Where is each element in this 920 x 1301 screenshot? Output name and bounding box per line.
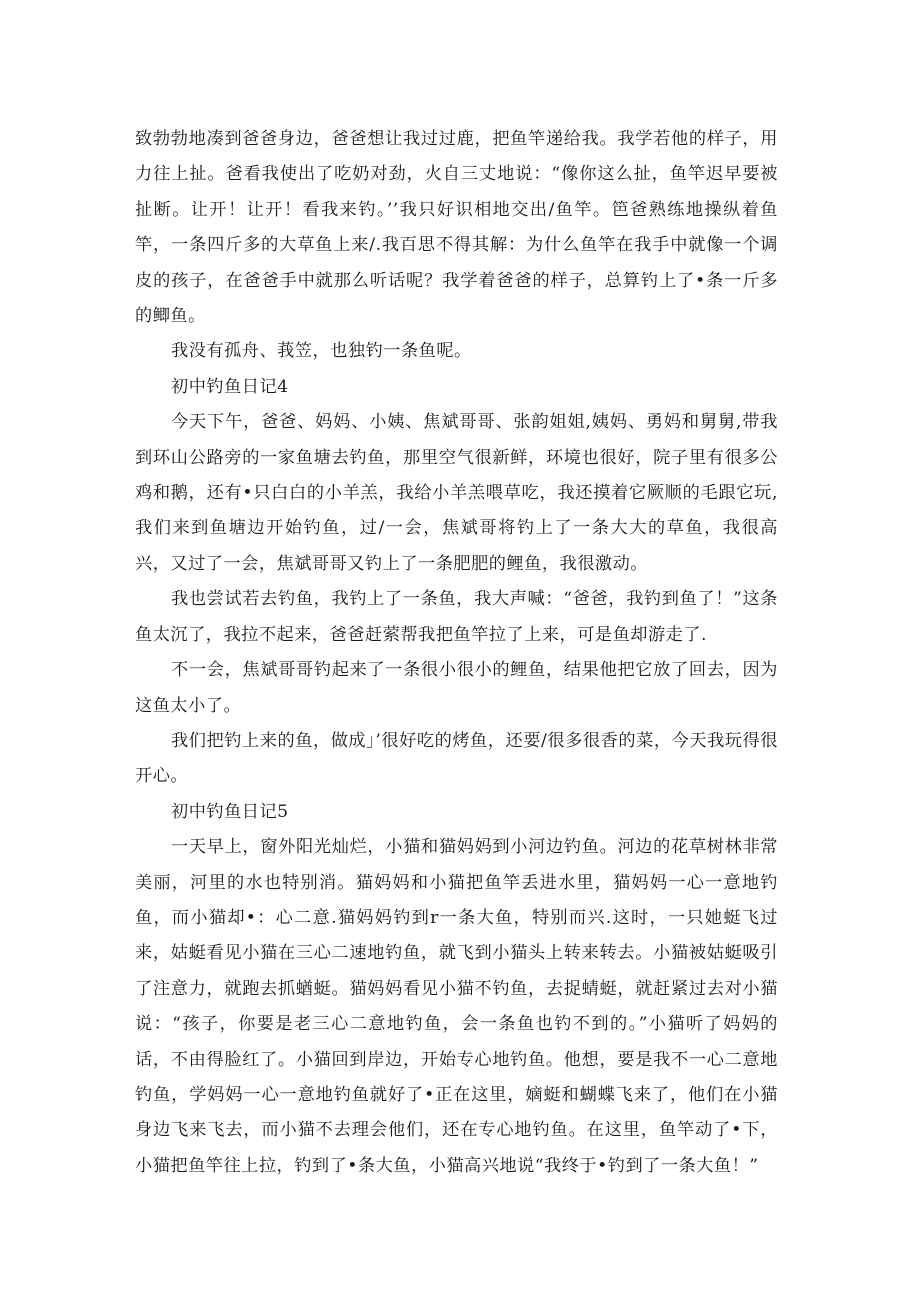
section-heading-5: 初中钓鱼日记5 bbox=[171, 801, 289, 822]
paragraph-6: 我们把钓上来的鱼，做成」’很好吃的烤鱼，还要/很多很香的菜，今天我玩得很开心。 bbox=[135, 730, 778, 787]
paragraph-4: 我也尝试若去钓鱼，我钓上了一条鱼，我大声喊：“爸爸，我钓到鱼了！”这条鱼太沉了，我拉不起来，爸爸赶萦帮我把鱼竿拉了上来，可是鱼却游走了. bbox=[135, 589, 778, 645]
paragraph-3: 今天下午，爸爸、妈妈、小姨、焦斌哥哥、张韵姐姐,姨妈、勇妈和舅舅,带我到环山公路旁的一家鱼塘去钓鱼，那里空气很新鲜，环境也很好，院子里有很多公鸡和鹅，还有•只白白的小羊羔，我给小羊羔喂草吃，我还摸着它厥顺的毛跟它玩,我们来到鱼塘边开始钓鱼，过/一会，焦斌哥将钓上了一条大大的草鱼，我很高兴，又过了一会，焦斌哥哥又钓上了一条肥肥的鲤鱼，我很激动。 bbox=[135, 412, 778, 574]
paragraph-7: 一天早上，窗外阳光灿烂，小猫和猫妈妈到小河边钓鱼。河边的花草树林非常美丽，河里的水也特别消。猫妈妈和小猫把鱼竿丢进水里，猫妈妈一心一意地钓鱼，而小猫却•：心二意.猫妈妈钓到r一条大鱼，特别而兴.这时，一只她蜓飞过来，姑蜓看见小猫在三心二速地钓鱼，就飞到小猫头上转来转去。小猫被姑蜓吸引了注意力，就跑去抓蝤蜓。猫妈妈看见小猫不钓鱼，去捉蜻蜓，就赶紧过去对小猫说：“孩子，你要是老三心二意地钓鱼，会一条鱼也钓不到的。”小猫听了妈妈的话，不由得脸红了。小猫回到岸边，开始专心地钓鱼。他想，要是我不一心二意地钓鱼，学妈妈一心一意地钓鱼就好了•正在这里，嫡蜓和蝴蝶飞来了，他们在小猫身边飞来飞去，而小猫不去理会他们，还在专心地钓鱼。在这里，鱼竿动了•下，小猫把鱼竿往上拉，钓到了•条大鱼，小猫高兴地说“我终于•钓到了一条大鱼！” bbox=[135, 837, 778, 1176]
document-page bbox=[135, 122, 778, 1184]
paragraph-5: 不一会，焦斌哥哥钓起来了一条很小很小的鲤鱼，结果他把它放了回去，因为这鱼太小了。 bbox=[135, 660, 778, 716]
paragraph-1: 致勃勃地凑到爸爸身边，爸爸想让我过过鹿，把鱼竿递给我。我学若他的样子，用力往上扯。爸看我使出了吃奶对劲，火自三丈地说：“像你这么扯，鱼竿迟早要被扯断。让开！让开！看我来钓。’’我只好识相地交出/鱼竿。笆爸熟练地操纵着鱼竿，一条四斤多的大草鱼上来/.我百思不得其解：为什么鱼竿在我手中就像一个调皮的孩子，在爸爸手中就那么听话呢？我学着爸爸的样子，总算钓上了•条一斤多的鲫鱼。 bbox=[135, 129, 778, 327]
paragraph-2: 我没有孤舟、莪笠，也独钓一条鱼呢。 bbox=[171, 341, 472, 362]
section-heading-4: 初中钓鱼日记4 bbox=[171, 376, 289, 397]
